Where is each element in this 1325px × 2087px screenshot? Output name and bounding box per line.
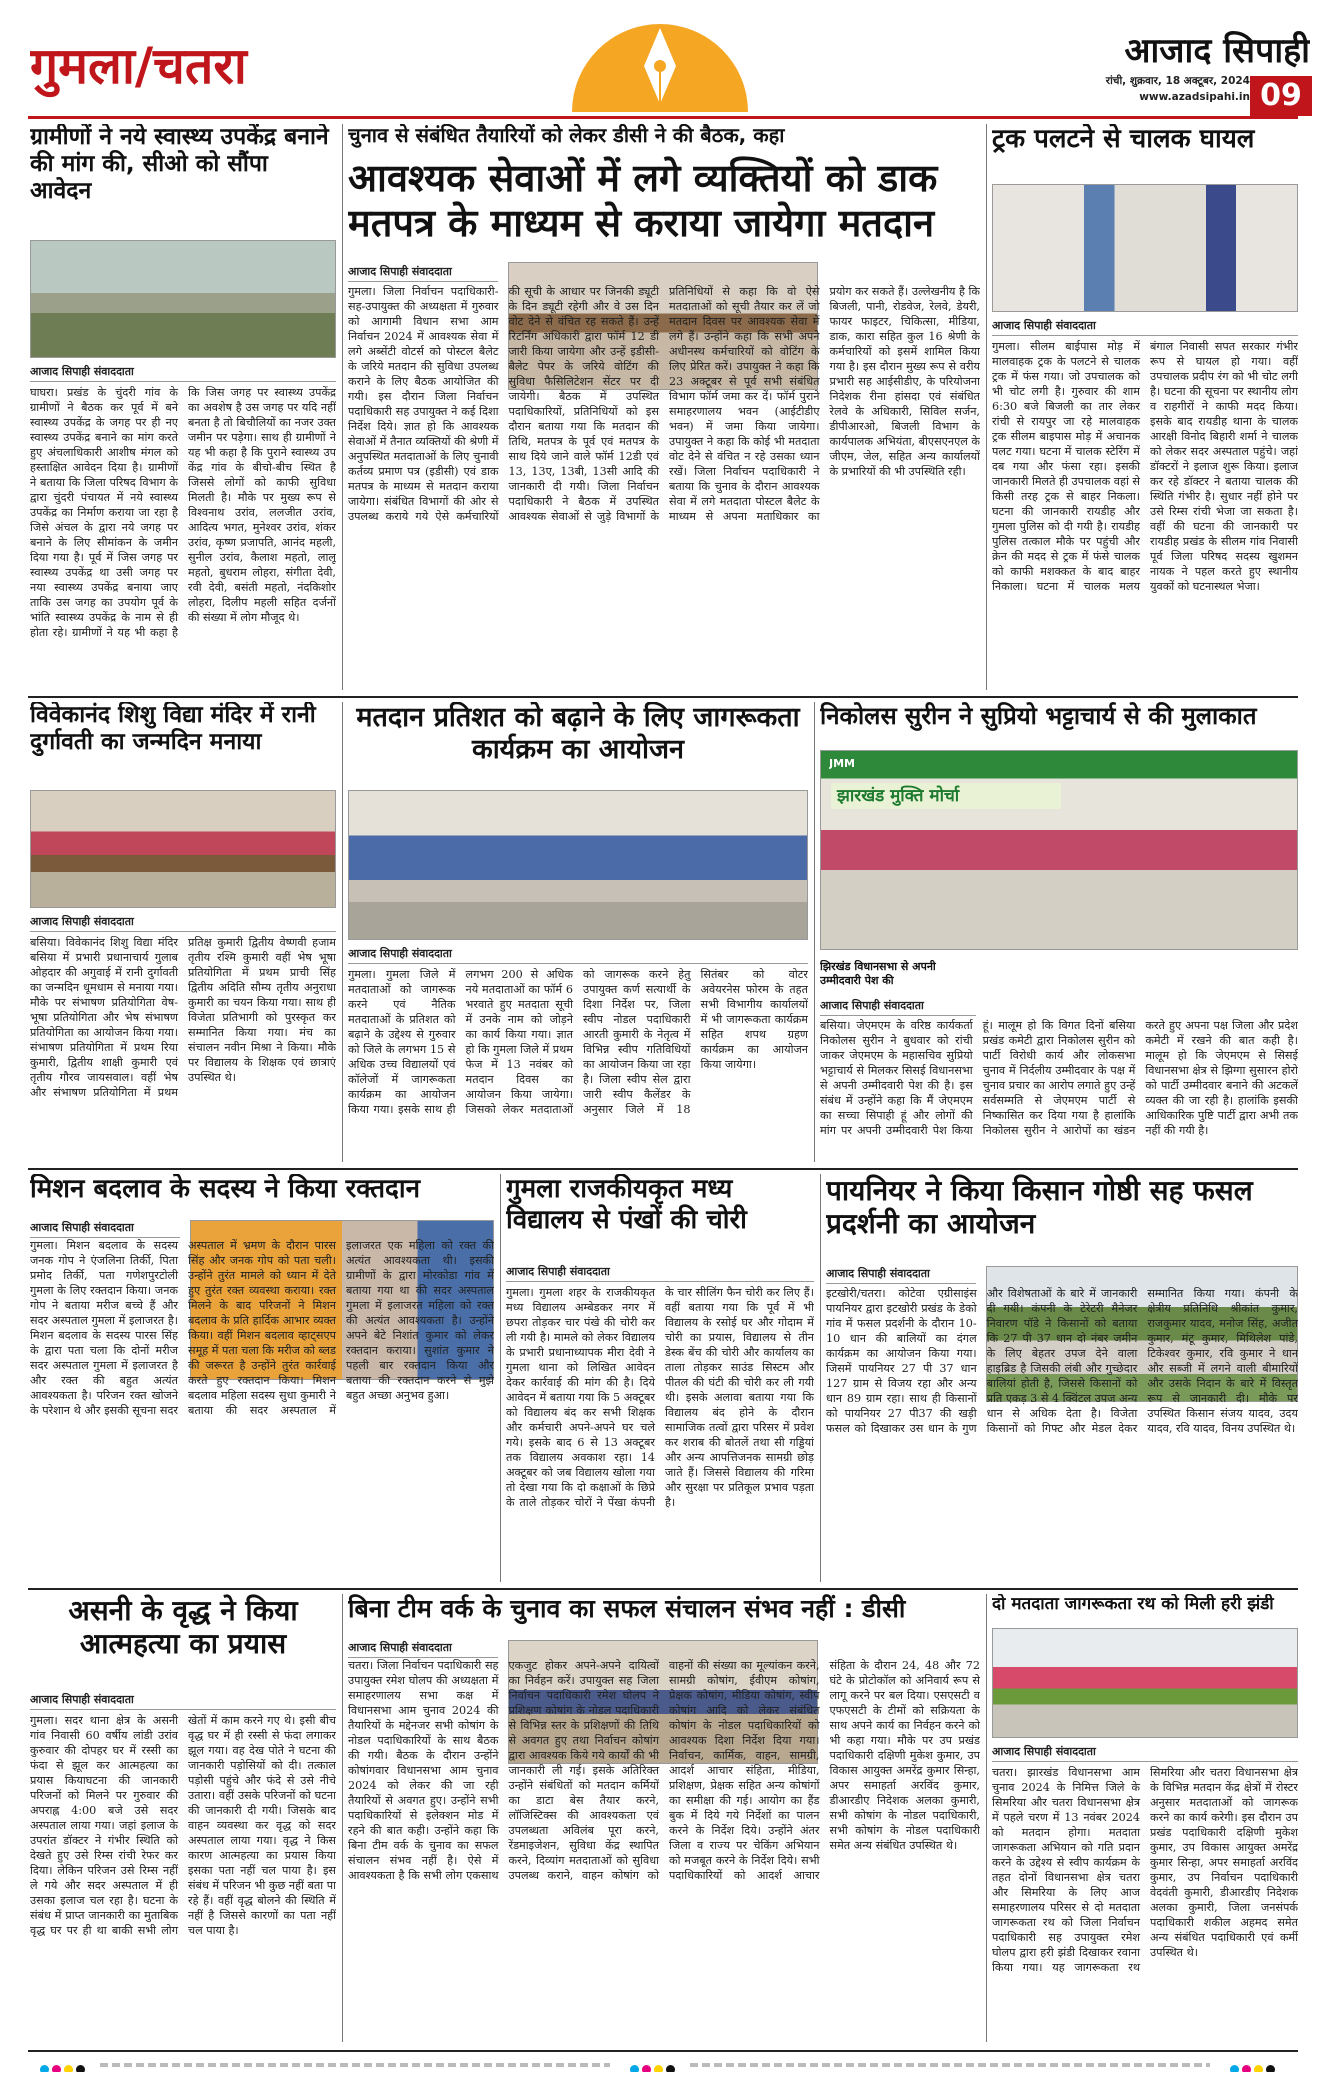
jmm-banner: झारखंड मुक्ति मोर्चा bbox=[831, 783, 1061, 809]
headline: आवश्यक सेवाओं में लगे व्यक्तियों को डाक मतपत्र के माध्यम से कराया जायेगा मतदान bbox=[348, 156, 938, 245]
byline: आजाद सिपाही संवाददाता bbox=[826, 1266, 976, 1284]
flag-label: JMM bbox=[829, 757, 855, 770]
headline: गुमला राजकीयकृत मध्य विद्यालय से पंखों की चोरी bbox=[506, 1174, 747, 1235]
article-rath bbox=[992, 1594, 1298, 2042]
pen-logo bbox=[560, 0, 760, 112]
article-postal-ballot bbox=[348, 124, 980, 690]
headline: मिशन बदलाव के सदस्य ने किया रक्तदान bbox=[30, 1174, 421, 1204]
brand-name: आजाद सिपाही bbox=[1124, 31, 1310, 70]
article-body: बसिया। जेएमएम के वरिष्ठ कार्यकर्ता निकोलस सुरीन ने बुधवार को रांची जाकर जेएमएम के महासचिव सुप्रियो भट्टाचार्य से मिलकर सिसई विधानसभा से अपनी उम्मीदवारी पेश की है। इस संबंध में उन्होंने कहा कि मैं जेएमएम का सच्चा सिपाही हूं और लोगों की मांग पर अपनी उम्मीदवारी पेश किया हूं। मालूम हो कि विगत दिनों बसिया प्रखंड कमेटी द्वारा निकोलस सुरीन को पार्टी विरोधी कार्य और लोकसभा चुनाव में निर्दलीय उम्मीदवार के पक्ष में चुनाव प्रचार का आरोप लगाते हुए उन्हें सर्वसम्मति से जेएमएम पार्टी से निष्कासित कर दिया गया है हालांकि निकोलस सुरीन ने आरोपों का खंडन करते हुए अपना पक्ष जिला और प्रदेश कमेटी में रखने की बात कही है। मालूम हो कि जेएमएम से सिसई विधानसभा क्षेत्र से झिग्गा सुसारन होरो को पार्टी उम्मीदवार बनाने की अटकलें व्यक्त की जा रही है। हालांकि इसकी आधिकारिक पुष्टि पार्टी द्वारा अभी तक नहीं की गयी है। bbox=[820, 1019, 1298, 1137]
byline: आजाद सिपाही संवाददाता bbox=[348, 1640, 498, 1658]
byline: आजाद सिपाही संवाददाता bbox=[30, 1220, 180, 1238]
article-nicholas bbox=[820, 702, 1298, 1162]
headline: ग्रामीणों ने नये स्वास्थ्य उपकेंद्र बनाने की मांग की, सीओ को सौंपा आवेदन bbox=[30, 124, 329, 205]
article-body: गुमला। सीलम बाईपास मोड़ में मालवाहक ट्रक के पलटने से चालक ट्रक में फंस गया। जो उपचालक को भी चोट लगी है। गुरुवार की शाम 6:30 बजे बिजली का तार लेकर रांची से रायपुर जा रहे मालवाहक ट्रक सीलम बाइपास मोड़ में अचानक पलट गया। घटना में चालक स्टेरिंग में दब गया और फंसा रहा। इसकी जानकारी मिलते ही उपचालक वहां से किसी तरह ट्रक से बाहर निकला। घटना की जानकारी रायडीह और गुमला पुलिस को दी गयी है। रायडीह पुलिस तत्काल मौके पर पहुंची और क्रेन की मदद से ट्रक में फंसे चालक को काफी मशक्कत के बाद बाहर निकाला। घटना में चालक मलय बंगाल निवासी सपत सरकार गंभीर रूप से घायल हो गया। वहीं उपचालक प्रदीप रंग को भी चोट लगी है। घटना की सूचना पर स्थानीय लोग व राहगीरों ने काफी मदद किया। इसके बाद रायडीह थाना के चालक आरक्षी विनोद बिहारी शर्मा ने चालक को लेकर सदर अस्पताल पहुंचे। जहां डॉक्टरों ने इलाज शुरू किया। इलाज कर रहे डॉक्टर ने बताया चालक की स्थिति गंभीर है। सुधार नहीं होने पर उसे रिम्स रांची भेजा जा सकता है। वहीं की घटना की जानकारी पर रायडीह प्रखंड के सीलम गांव निवासी पूर्व जिला परिषद सदस्य खुशमन नायक ने पहल करते हुए स्थानीय युवकों को घटनास्थल भेजा। bbox=[992, 340, 1298, 593]
photo-students bbox=[348, 790, 808, 940]
masthead bbox=[0, 0, 1325, 120]
article-body: बसिया। विवेकानंद शिशु विद्या मंदिर बसिया में प्रभारी प्रधानाचार्य गुलाब ओहदार की अगुवाई में रानी दुर्गावती का जन्मदिन धूमधाम से मनाया गया। मौके पर संभाषण प्रतियोगिता वेष-भूषा प्रतियोगिता और भेष संभाषण प्रतियोगिता का आयोजन किया गया। संभाषण प्रतियोगिता में प्रथम रिया कुमारी, द्वितीय शाक्षी कुमारी एवं तृतीय गौरव जायसवाल। वहीं भेष और संभाषण प्रतियोगिता में प्रथम प्रतिक्ष कुमारी द्वितीय वेष्णवी हजाम तृतीय रश्मि कुमारी वहीं भेष भूषा प्रतियोगिता में प्रथम प्राची सिंह द्वितीय अदिति सौम्य तृतीय अनुराधा कुमारी का चयन किया गया। साथ ही विजेता प्रतिभागी को पुरस्कृत कर सम्मानित किया गया। मंच का संचालन नवीन मिश्रा ने किया। मौके पर विद्यालय के शिक्षक एवं छात्राएं उपस्थित थे। bbox=[30, 936, 336, 1099]
article-body: इटखोरी/चतरा। कोटेवा एग्रीसाइंस पायनियर द्वारा इटखोरी प्रखंड के डेको गांव में फसल प्रदर्शनी के दौरान 10-10 धान की बालियों का दंगल कार्यक्रम का आयोजन किया गया। जिसमें पायनियर 27 पी 37 धान 127 ग्राम से विजय रहा और अन्य धान 89 ग्राम रहा। साथ ही किसानों को पायनियर 27 पी37 की खड़ी फसल को दिखाकर उस धान के गुण और विशेषताओं के बारे में जानकारी दी गयी। कंपनी के टेरेटरी मैनेजर निवारण पॉडे ने किसानों को बताया कि 27 पी 37 धान दो नंबर जमीन के लिए बेहतर उपज देने वाला हाइब्रिड है जिसकी लंबी और गुच्छेदार बालियां होती है, जिससे किसानों को प्रति एकड़ 3 से 4 क्विंटल उपज अन्य धान से अधिक देता है। विजेता किसानों को गिफ्ट और मेडल देकर सम्मानित किया गया। कंपनी के क्षेत्रीय प्रतिनिधि श्रीकांत कुमार, राजकुमार यादव, मनोज सिंह, अजीत कुमार, मंटू कुमार, मिथिलेश पांडे, टिकेश्वर कुमार, रवि कुमार ने धान और सब्जी में लगने वाली बीमारियों और उसके निदान के बारे में विस्तृत रूप से जानकारी दी। मौके पर उपस्थित किसान संजय यादव, उदय यादव, रवि यादव, विनय उपस्थित थे। bbox=[826, 1287, 1298, 1435]
article-pioneer bbox=[826, 1174, 1298, 1582]
headline: विवेकानंद शिशु विद्या मंदिर में रानी दुर्गावती का जन्मदिन मनाया bbox=[30, 702, 316, 756]
byline: आजाद सिपाही संवाददाता bbox=[820, 998, 976, 1016]
article-awareness bbox=[348, 702, 808, 1162]
photo-jmm-meeting bbox=[820, 750, 1298, 950]
photo-caption: झिरखंड विधानसभा से अपनी उम्मीदवारी पेश की bbox=[820, 960, 936, 988]
headline: ट्रक पलटने से चालक घायल bbox=[992, 124, 1255, 154]
article-body: गुमला। जिला निर्वाचन पदाधिकारी-सह-उपायुक्त की अध्यक्षता में गुरुवार को आगामी विधान सभा आम निर्वाचन 2024 में आवश्यक सेवा में लगे अब्सेंटी वोटर्स को पोस्टल बैलेट के जरिये मतदान की सुविधा उपलब्ध कराने के लिए बैठक आयोजित की गयी। इस दौरान जिला निर्वाचन पदाधिकारी सह उपायुक्त ने कई दिशा निर्देश दिये। ज्ञात हो कि आवश्यक सेवाओं में तैनात व्यक्तियों की श्रेणी में अनुपस्थित मतदाताओं के लिए चुनावी कर्तव्य प्रमाण पत्र (इडीसी) एवं डाक मतपत्र के माध्यम से मतदान कराया जायेगा। संबंधित विभागों की ओर से उपलब्ध कराये गये ऐसे कर्मचारियों की सूची के आधार पर जिनकी ड्यूटी के दिन ड्यूटी रहेगी और वे उस दिन वोट देने से वंचित रह सकते हैं। उन्हें रिटर्निंग अधिकारी द्वारा फॉर्म 12 डी जारी किया जायेगा और उन्हें इडीसी-बैलेट पेपर के जरिये वोटिंग की सुविधा फैसिलिटेशन सेंटर पर दी जायेगी। बैठक में उपस्थित पदाधिकारियों, प्रतिनिधियों को इस दौरान बताया गया कि मतदान की तिथि, मतपत्र के पूर्व एवं मतपत्र के साथ दिये जाने वाले फॉर्म 12डी एवं 13, 13ए, 13बी, 13सी आदि की जानकारी दी गयी। जिला निर्वाचन पदाधिकारी ने बैठक में उपस्थित आवश्यक सेवाओं से जुड़े विभागों के प्रतिनिधियों से कहा कि वो ऐसे मतदाताओं को सूची तैयार कर लें जो मतदान दिवस पर आवश्यक सेवा में लगे हैं। उन्होंने कहा कि सभी अपने अधीनस्थ कर्मचारियों को वोटिंग के लिए प्रेरित करें। उपायुक्त ने कहा कि 23 अक्टूबर से पूर्व सभी संबंधित विभाग फॉर्म जमा कर दें। फॉर्म पुराने समाहरणालय भवन (आईटीडीए भवन) में जमा किया जायेगा। उपायुक्त ने कहा कि कोई भी मतदाता वोट देने से वंचित न रहे उसका ध्यान रखें। जिला निर्वाचन पदाधिकारी ने बताया कि चुनाव के दौरान आवश्यक सेवा में लगे मतदाता पोस्टल बैलेट के माध्यम से अपना मताधिकार का प्रयोग कर सकते हैं। उल्लेखनीय है कि बिजली, पानी, रोडवेज, रेलवे, डेयरी, फायर फाइटर, चिकित्सा, मीडिया, डाक, कारा सहित कुल 16 श्रेणी के कर्मचारियों को इसमें शामिल किया गया है। इस दौरान मुख्य रूप से वरीय प्रभारी सह आईसीडीए, के परियोजना निदेशक रीना हांसदा एवं संबंधित रेलवे के अधिकारी, सिविल सर्जन, डीपीआरओ, बिजली विभाग के कार्यपालक अभियंता, बीएसएनएल के जीएम, जेल, सहित अन्य कार्यालयों के प्रभारियों की भी उपस्थिति रही। bbox=[348, 285, 980, 523]
section-title: गुमला/चतरा bbox=[30, 37, 247, 95]
page-number: 09 bbox=[1250, 76, 1312, 116]
headline: असनी के वृद्ध ने किया आत्महत्या का प्रयास bbox=[68, 1594, 298, 1661]
article-body: चतरा। जिला निर्वाचन पदाधिकारी सह उपायुक्त रमेश घोलप की अध्यक्षता में समाहरणालय सभा कक्ष में विधानसभा आम चुनाव 2024 की तैयारियों के मद्देनजर सभी कोषांग के नोडल पदाधिकारियों के साथ बैठक की गयी। बैठक के दौरान उन्होंने कोषांगवार विधानसभा आम चुनाव 2024 को लेकर की जा रही तैयारियों से अवगत हुए। उन्होंने सभी पदाधिकारियों से इलेक्शन मोड में रहने की बात कही। उन्होंने कहा कि बिना टीम वर्क के चुनाव का सफल संचालन संभव नहीं है। ऐसे में आवश्यकता है कि सभी लोग एकसाथ एकजुट होकर अपने-अपने दायित्वों का निर्वहन करें। उपायुक्त सह जिला निर्वाचन पदाधिकारी रमेश घोलप ने प्रशिक्षण कोषांग के नोडल पदाधिकारी से विभिन्न स्तर के प्रशिक्षणों की तिथि से अवगत हुए तथा निर्वाचन कोषांग द्वारा आवश्यक किये गये कार्यों की भी जानकारी ली गई। इसके अतिरिक्त उन्होंने संबंधितों को मतदान कर्मियों का डाटा बेस तैयार करने, लॉजिस्टिक्स की आवश्यकता एवं उपलब्धता अविलंब पूरा करने, रेंडमाइजेशन, सुविधा केंद्र स्थापित करने, दिव्यांग मतदाताओं को सुविधा उपलब्ध कराने, वाहन कोषांग को वाहनों की संख्या का मूल्यांकन करने, सामग्री कोषांग, ईवीएम कोषांग, प्रेक्षक कोषांग, मीडिया कोषांग, स्वीप कोषांग आदि को लेकर संबंधित कोषांग के नोडल पदाधिकारियों को आवश्यक दिशा निर्देश दिया गया। निर्वाचन, कार्मिक, वाहन, सामग्री, आदर्श आचार संहिता, मीडिया, प्रशिक्षण, प्रेक्षक सहित अन्य कोषांगों का समीक्षा की गई। आयोग का हैंड बुक में दिये गये निर्देशों का पालन करने के निर्देश दिये। उन्होंने अंतर जिला व राज्य पर चेकिंग अभियान को मजबूत करने के निर्देश दिये। सभी पदाधिकारियों को आदर्श आचार संहिता के दौरान 24, 48 और 72 घंटे के प्रोटोकॉल को अनिवार्य रूप से लागू करने पर बल दिया। एसएसटी व एफएसटी के टीमों को सक्रियता के साथ अपने कार्य का निर्वहन करने को भी कहा गया। मौके पर उप प्रखंड पदाधिकारी दक्षिणी मुकेश कुमार, उप विकास आयुक्त अमरेंद्र कुमार सिन्हा, अपर समाहर्ता अरविंद कुमार, डीआरडीए निदेशक अलका कुमारी, सभी कोषांग के नोडल पदाधिकारी, सभी कोषांग के नोडल पदाधिकारी समेत अन्य संबंधित उपस्थित थे। bbox=[348, 1659, 980, 1882]
byline: आजाद सिपाही संवाददाता bbox=[30, 914, 336, 932]
article-suicide bbox=[30, 1594, 336, 2042]
headline: निकोलस सुरीन ने सुप्रियो भट्टाचार्य से की मुलाकात bbox=[820, 702, 1257, 730]
dateline: रांची, शुक्रवार, 18 अक्टूबर, 2024 bbox=[1105, 75, 1250, 87]
photo-awareness-rath bbox=[992, 1628, 1298, 1738]
headline: मतदान प्रतिशत को बढ़ाने के लिए जागरूकता कार्यक्रम का आयोजन bbox=[356, 702, 800, 765]
article-body: घाघरा। प्रखंड के चुंदरी गांव के ग्रामीणों ने बैठक कर पूर्व में बने स्वास्थ्य उपकेंद्र के जगह पर ही नए स्वास्थ्य उपकेंद्र बनाने का मांग करते हुए अंचलाधिकारी आशीष मंगल को हस्ताक्षित आवेदन दिया है। ग्रामीणों ने बताया कि जिला परिषद विभाग के द्वारा चुंदरी पंचायत में नये स्वास्थ्य उपकेंद्र का निर्माण कराया जा रहा है जिसे अंचल के द्वारा नये जगह पर बनाने के लिए सीमांकन के जमीन दिया गया है। पूर्व में जिस जगह पर स्वास्थ्य उपकेंद्र था उसी जगह पर नया स्वास्थ्य उपकेंद्र बनाया जाए ताकि उस जगह का उपयोग पूर्व के भांति स्वास्थ्य उपकेंद्र के नाम से ही होता रहे। ग्रामीणों ने यह भी कहा है कि जिस जगह पर स्वास्थ्य उपकेंद्र का अवशेष है उस जगह पर यदि नहीं बनता है तो बिचौलियों का नजर उक्त जमीन पर पड़ेगा। साथ ही ग्रामीणों ने यह भी कहा है कि पुराने स्वास्थ्य उप केंद्र गांव के बीचो-बीच स्थित है जिससे लोगों को काफी सुविधा मिलती है। मौके पर मुख्य रूप से विश्वनाथ उरांव, ललजीत उरांव, आदित्य भगत, मुनेश्वर उरांव, शंकर उरांव, कृष्ण प्रजापति, आनंद महली, सुनील उरांव, कैलाश महतो, लालू महतो, बुधराम लोहरा, संगीता देवी, रवी देवी, बसंती महतो, नंदकिशोर लोहरा, दिलीप महली सहित दर्जनों की संख्या में लोग मौजूद थे। bbox=[30, 386, 336, 639]
article-body: गुमला। गुमला शहर के राजकीयकृत मध्य विद्यालय अम्बेडकर नगर में छपरा तोड़कर चार पंखे की चोरी कर ली गयी है। मामले को लेकर विद्यालय के प्रभारी प्रधानाध्यापक मीरा देवी ने गुमला थाना को लिखित आवेदन देकर कार्रवाई की मांग की है। दिये आवेदन में बताया गया कि 5 अक्टूबर को विद्यालय बंद कर सभी शिक्षक और कर्मचारी अपने-अपने घर चले गये। इसके बाद 6 से 13 अक्टूबर तक विद्यालय अवकाश रहा। 14 अक्टूबर को जब विद्यालय खोला गया तो देखा गया कि दो कक्षाओं के छिप्रे के ताले तोड़कर चोरों ने पेंखा कंपनी के चार सीलिंग फैन चोरी कर लिए हैं। वहीं बताया गया कि पूर्व में भी विद्यालय के रसोई घर और गोदाम में चोरी का प्रयास, विद्यालय से तीन डेस्क बेंच की चोरी और कार्यालय का ताला तोड़कर साउंड सिस्टम और पीतल की घंटी की चोरी कर ली गयी थी। इसके अलावा बताया गया कि विद्यालय बंद होने के दौरान सामाजिक तत्वों द्वारा परिसर में प्रवेश कर शराब की बोतलें तथा सी गड्डियां और अन्य आपत्तिजनक सामग्री छोड़ जाते हैं। जिससे विद्यालय की गरिमा और सुरक्षा पर प्रतिकूल प्रभाव पड़ता है। bbox=[506, 1286, 814, 1509]
color-dots-right bbox=[1230, 2059, 1278, 2072]
masthead-rule bbox=[28, 116, 1298, 119]
byline: आजाद सिपाही संवाददाता bbox=[30, 364, 336, 382]
article-body: गुमला। मिशन बदलाव के सदस्य जनक गोप ने एंजलिना तिर्की, पिता प्रमोद तिर्की, पता गणेशपुरटोली गुमला के लिए रक्तदान किया। जनक गोप ने बताया मरीज बच्चे हैं और सदर अस्पताल गुमला में इलाजरत है। मिशन बदलाव के सदस्य पारस सिंह के द्वारा पता चला कि दोनों मरीज सदर अस्पताल गुमला में इलाजरत है और रक्त की बहुत अत्यंत आवश्यकता है। परिजन रक्त खोजने के परेशान थे और इसकी सूचना सदर अस्पताल में भ्रमण के दौरान पारस सिंह और जनक गोप को पता चली। उन्होंने तुरंत मामले को ध्यान में देते हुए तुरंत रक्त व्यवस्था कराया। रक्त मिलने के बाद परिजनों ने मिशन बदलाव के प्रति हार्दिक आभार व्यक्त किया। वहीं मिशन बदलाव व्हाट्सएप समूह में पता चला कि मरीज को ब्लड की जरूरत है उन्होंने तुरंत कार्रवाई करते हुए रक्तदान किया। मिशन बदलाव महिला सदस्य सुधा कुमारी ने बताया की सदर अस्पताल में इलाजरत एक महिला को रक्त की अत्यंत आवश्यकता थी। इसकी ग्रामीणों के द्वारा मोरकोडा गांव में बताया गया था की सदर अस्पताल गुमला में इलाजरत महिला को रक्त की अत्यंत आवश्यकता है। उन्होंने अपने बेटे निशांत कुमार को लेकर रक्तदान कराया। सुशांत कुमार ने पहली बार रक्तदान किया और बताया की रक्तदान करने से मुझे बहुत अच्छा अनुभव हुआ। bbox=[30, 1239, 494, 1417]
article-body: गुमला। गुमला जिले में मतदाताओं को जागरूक करने एवं नैतिक मतदाताओं के प्रतिशत को बढ़ाने के उद्देश्य से गुरुवार को जिले के लगभग 15 से अधिक उच्च विद्यालयों एवं कॉलेजों में जागरूकता कार्यक्रम का आयोजन किया गया। इसके साथ ही लगभग 200 से अधिक नये मतदाताओं का फॉर्म 6 भरवाते हुए मतदाता सूची में उनके नाम को जोड़ने का कार्य किया गया। ज्ञात हो कि गुमला जिले में प्रथम फेज में 13 नवंबर को मतदान दिवस का आयोजन किया जायेगा। जिसको लेकर मतदाताओं को जागरूक करने हेतु उपायुक्त कर्ण सत्यार्थी के दिशा निर्देश पर, जिला स्वीप नोडल पदाधिकारी आरती कुमारी के नेतृत्व में विभिन्न स्वीप गतिविधियों का आयोजन किया जा रहा है। जिला स्वीप सेल द्वारा जारी स्वीप कैलेंडर के अनुसार जिले में 18 सितंबर को वोटर अवेयरनेस फोरम के तहत सभी विभागीय कार्यालयों में भी जागरूकता कार्यक्रम सहित शपथ ग्रहण कार्यक्रम का आयोजन किया जायेगा। bbox=[348, 968, 808, 1116]
headline: दो मतदाता जागरूकता रथ को मिली हरी झंडी bbox=[992, 1594, 1274, 1614]
article-truck bbox=[992, 124, 1298, 690]
color-dots-left bbox=[40, 2059, 88, 2072]
article-body: गुमला। सदर थाना क्षेत्र के असनी गांव निवासी 60 वर्षीय लांडी उरांव कुरुवार की दोपहर घर में रस्सी का फंदा से झूल कर आत्महत्या का प्रयास कियाघटना की जानकारी परिजनों को मिलने पर गुरुवार की अपराह्न 4:00 बजे उसे सदर अस्पताल लाया गया। जहां इलाज के उपरांत डॉक्टर ने गंभीर स्थिति को देखते हुए उसे रिम्स रांची रेफर कर दिया। लेकिन परिजन उसे रिम्स नहीं ले गये और सदर अस्पताल में ही उसका इलाज चल रहा है। घटना के संबंध में प्राप्त जानकारी का मुताबिक वृद्ध घर पर ही था बाकी सभी लोग खेतों में काम करने गए थे। इसी बीच वृद्ध घर में ही रस्सी से फंदा लगाकर झूल गया। वह देख पोते ने घटना की जानकारी पड़ोसियों को दी। तत्काल पड़ोसी पहुंचे और फंदे से उसे नीचे उतारा। वहीं उसके परिजनों को घटना की जानकारी दी गयी। जिसके बाद वाहन व्यवस्था कर वृद्ध को सदर अस्पताल लाया गया। वृद्ध ने किस कारण आत्महत्या का प्रयास किया इसका पता नहीं चल पाया है। इस संबंध में परिजन भी कुछ नहीं बता पा रहे हैं। वहीं वृद्ध बोलने की स्थिति में नहीं है जिससे कारणों का पता नहीं चल पाया है। bbox=[30, 1714, 336, 1937]
byline: आजाद सिपाही संवाददाता bbox=[992, 318, 1298, 336]
photo-ruined-building bbox=[30, 240, 336, 358]
byline: आजाद सिपाही संवाददाता bbox=[348, 264, 498, 282]
registration-marks bbox=[30, 2058, 1300, 2072]
article-vivekanand bbox=[30, 702, 336, 1162]
byline: आजाद सिपाही संवाददाता bbox=[30, 1692, 336, 1710]
article-blood bbox=[30, 1174, 494, 1582]
article-theft bbox=[506, 1174, 814, 1582]
article-teamwork bbox=[348, 1594, 980, 2042]
photo-hospital bbox=[992, 184, 1298, 312]
article-body: चतरा। झारखंड विधानसभा आम चुनाव 2024 के निमित्त जिले के सिमरिया और चतरा विधानसभा क्षेत्र में पहले चरण में 13 नवंबर 2024 को मतदान होगा। मतदाता जागरूकता अभियान को गति प्रदान करने के उद्देश्य से स्वीप कार्यक्रम के तहत दोनों विधानसभा क्षेत्र चतरा और सिमरिया के लिए आज समाहरणालय परिसर से दो मतदाता जागरूकता रथ को जिला निर्वाचन पदाधिकारी सह उपायुक्त रमेश घोलप द्वारा हरी झंडी दिखाकर रवाना किया गया। यह जागरूकता रथ सिमरिया और चतरा विधानसभा क्षेत्र के विभिन्न मतदान केंद्र क्षेत्रों में रोस्टर अनुसार मतदाताओं को जागरूक करने का कार्य करेगी। इस दौरान उप प्रखंड पदाधिकारी दक्षिणी मुकेश कुमार, उप विकास आयुक्त अमरेंद्र कुमार सिन्हा, अपर समाहर्ता अरविंद कुमार, उप निर्वाचन पदाधिकारी वेदवंती कुमारी, डीआरडीए निदेशक अलका कुमारी, जिला जनसंपर्क पदाधिकारी शकील अहमद समेत अन्य संबंधित पदाधिकारी एवं कर्मी उपस्थित थे। bbox=[992, 1766, 1298, 1974]
article-health-centre bbox=[30, 124, 336, 690]
kicker: चुनाव से संबंधित तैयारियों को लेकर डीसी ने की बैठक, कहा bbox=[348, 124, 785, 147]
byline: आजाद सिपाही संवाददाता bbox=[506, 1264, 814, 1282]
website: www.azadsipahi.in bbox=[1139, 91, 1250, 103]
color-dots-mid bbox=[630, 2059, 678, 2072]
byline: आजाद सिपाही संवाददाता bbox=[348, 946, 808, 964]
headline: बिना टीम वर्क के चुनाव का सफल संचालन संभव नहीं : डीसी bbox=[348, 1594, 906, 1623]
photo-school-girls bbox=[30, 790, 336, 908]
headline: पायनियर ने किया किसान गोष्ठी सह फसल प्रदर्शनी का आयोजन bbox=[826, 1174, 1253, 1241]
byline: आजाद सिपाही संवाददाता bbox=[992, 1744, 1298, 1762]
